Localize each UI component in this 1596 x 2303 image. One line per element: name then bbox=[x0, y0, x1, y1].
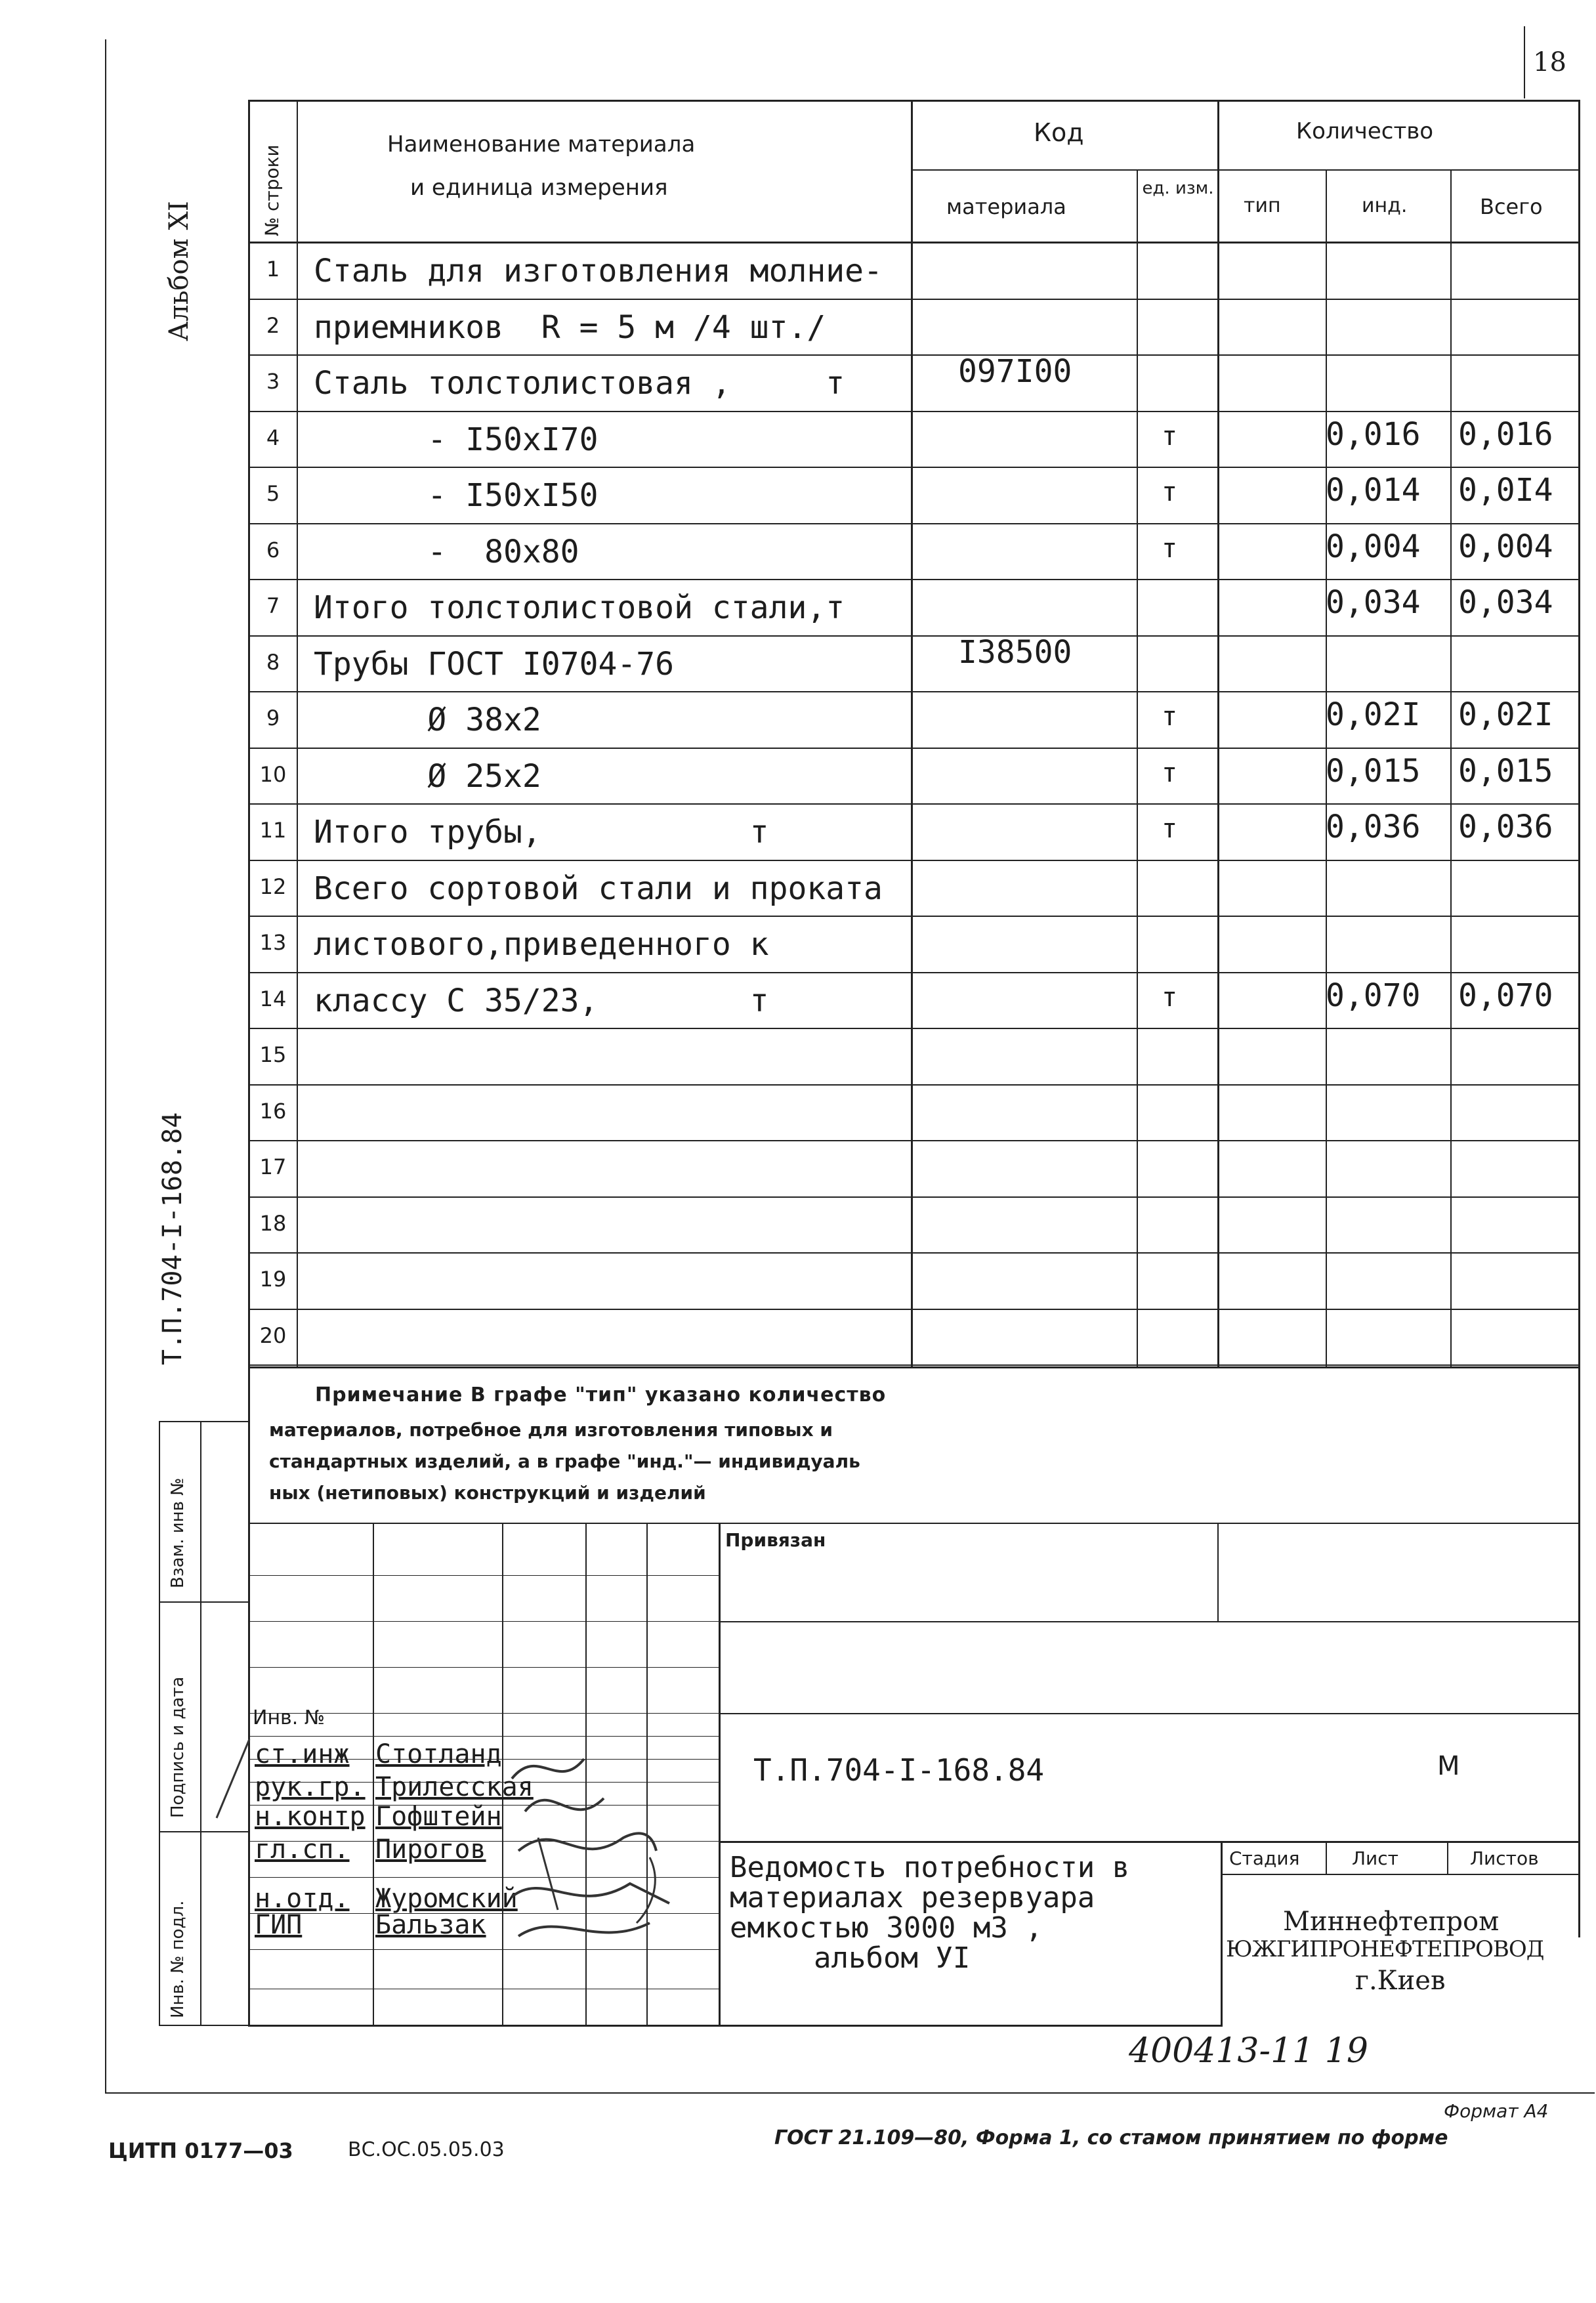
signatures-scribble bbox=[499, 1739, 696, 1962]
side-inv-original: Инв. № подл. bbox=[168, 1900, 188, 2018]
signer-name: Бальзак bbox=[375, 1910, 486, 1940]
row-ind: 0,034 bbox=[1326, 584, 1421, 621]
stamp-code-top bbox=[719, 1713, 1580, 1714]
row-total: 0,02I bbox=[1458, 696, 1553, 733]
header-sub-line bbox=[911, 169, 1580, 171]
row-number: 11 bbox=[259, 818, 287, 843]
footer-left-2: ВС.ОС.05.05.03 bbox=[348, 2138, 505, 2161]
stamp-left bbox=[248, 1366, 250, 2025]
side-stamp-left bbox=[159, 1421, 160, 2025]
row-code: I38500 bbox=[958, 634, 1072, 671]
header-code: Код bbox=[1034, 118, 1084, 147]
row-number: 8 bbox=[266, 650, 280, 675]
stamp-org-3: г.Киев bbox=[1355, 1966, 1446, 1996]
side-stamp-div1 bbox=[159, 1601, 248, 1603]
row-name: - I50xI50 bbox=[314, 477, 598, 514]
row-ind: 0,016 bbox=[1326, 416, 1421, 453]
side-stamp-div2 bbox=[159, 1831, 248, 1832]
header-row-no: № строки bbox=[261, 144, 283, 236]
row-divider bbox=[250, 635, 1578, 637]
row-divider bbox=[250, 467, 1578, 468]
stamp-right-col-top bbox=[1217, 1523, 1219, 1621]
stamp-title-4: альбом УI bbox=[814, 1941, 971, 1975]
row-number: 20 bbox=[259, 1323, 287, 1348]
signer-role: н.контр bbox=[255, 1802, 366, 1832]
signer-name: Стотланд bbox=[375, 1739, 502, 1769]
note-line-1: Примечание В графе "тип" указано количество bbox=[315, 1384, 887, 1406]
note-line-3: стандартных изделий, а в графе "инд."— индивидуаль bbox=[269, 1450, 860, 1472]
row-name: Ø 25x2 bbox=[314, 758, 541, 795]
handwritten-code: 400413-11 19 bbox=[1129, 2031, 1368, 2071]
note-line-4: ных (нетиповых) конструкций и изделий bbox=[269, 1482, 706, 1504]
header-bottom bbox=[248, 242, 1580, 243]
row-name: Ø 38x2 bbox=[314, 702, 541, 738]
row-ind: 0,036 bbox=[1326, 809, 1421, 845]
row-number: 17 bbox=[259, 1154, 287, 1179]
row-divider bbox=[250, 916, 1578, 917]
col-unit-line bbox=[1137, 169, 1138, 1366]
signer-name: Пирогов bbox=[375, 1834, 486, 1865]
signer-role: ГИП bbox=[255, 1910, 303, 1940]
row-unit: т bbox=[1162, 421, 1178, 452]
signer-role: н.отд. bbox=[255, 1884, 350, 1914]
row-total: 0,036 bbox=[1458, 809, 1553, 845]
stamp-title-3: емкостью 3000 м3 , bbox=[730, 1911, 1043, 1945]
stamp-sheet: Лист bbox=[1352, 1848, 1398, 1869]
row-divider bbox=[250, 1364, 1578, 1366]
stamp-main-col bbox=[719, 1523, 721, 2025]
row-unit: т bbox=[1162, 534, 1178, 564]
row-number: 18 bbox=[259, 1211, 287, 1236]
stamp-stage-div2 bbox=[1447, 1841, 1448, 1874]
stamp-letter: М bbox=[1437, 1751, 1460, 1781]
row-total: 0,004 bbox=[1458, 528, 1553, 565]
row-name: - I50xI70 bbox=[314, 421, 598, 458]
row-divider bbox=[250, 860, 1578, 861]
stamp-bottom bbox=[248, 2025, 1223, 2027]
row-unit: т bbox=[1162, 814, 1178, 844]
stamp-org-1: Миннефтепром bbox=[1283, 1907, 1500, 1937]
signer-name: Гофштейн bbox=[375, 1802, 502, 1832]
col-rowno-line bbox=[297, 100, 298, 1366]
row-number: 9 bbox=[266, 706, 280, 730]
header-qty-type: тип bbox=[1244, 194, 1281, 217]
row-divider bbox=[250, 523, 1578, 524]
page-number-box bbox=[1524, 26, 1525, 98]
stamp-inv-no: Инв. № bbox=[253, 1706, 326, 1729]
stamp-row-line bbox=[250, 1621, 719, 1622]
album-label: Альбом XI bbox=[164, 201, 194, 341]
row-total: 0,034 bbox=[1458, 584, 1553, 621]
row-total: 0,0I4 bbox=[1458, 472, 1553, 509]
row-name: приемников R = 5 м /4 шт./ bbox=[314, 309, 826, 346]
header-qty-total: Всего bbox=[1480, 194, 1543, 219]
row-name: Сталь толстолистовая , т bbox=[314, 365, 845, 402]
row-divider bbox=[250, 1196, 1578, 1198]
header-name-2: и единица измерения bbox=[410, 175, 668, 201]
row-divider bbox=[250, 748, 1578, 749]
row-name: Итого трубы, т bbox=[314, 814, 769, 851]
row-name: Итого толстолистовой стали,т bbox=[314, 589, 845, 626]
row-number: 10 bbox=[259, 762, 287, 787]
page-frame-left bbox=[105, 39, 106, 2094]
row-number: 12 bbox=[259, 874, 287, 899]
row-number: 1 bbox=[266, 257, 280, 282]
note-line-2: материалов, потребное для изготовления типовых и bbox=[269, 1419, 833, 1441]
row-number: 3 bbox=[266, 369, 280, 394]
row-number: 15 bbox=[259, 1042, 287, 1067]
row-name: классу С 35/23, т bbox=[314, 982, 769, 1019]
row-total: 0,015 bbox=[1458, 753, 1553, 790]
table-left bbox=[248, 100, 250, 1366]
row-name: Трубы ГОСТ I0704-76 bbox=[314, 646, 675, 683]
signer-role: рук.гр. bbox=[255, 1772, 366, 1802]
header-code-unit: ед. изм. bbox=[1142, 179, 1214, 198]
row-number: 4 bbox=[266, 425, 280, 450]
row-divider bbox=[250, 803, 1578, 805]
row-number: 14 bbox=[259, 986, 287, 1011]
stamp-stage-div1 bbox=[1326, 1841, 1327, 1874]
stamp-row-line bbox=[250, 1575, 719, 1576]
col-code-line bbox=[911, 100, 913, 1366]
row-number: 6 bbox=[266, 538, 280, 562]
row-ind: 0,004 bbox=[1326, 528, 1421, 565]
stamp-title-2: материалах резервуара bbox=[730, 1881, 1095, 1914]
row-name: Сталь для изготовления молние- bbox=[314, 253, 883, 289]
row-divider bbox=[250, 1140, 1578, 1141]
row-name: Всего сортовой стали и проката bbox=[314, 870, 883, 907]
table-top bbox=[248, 100, 1580, 102]
side-stamp-top bbox=[159, 1421, 248, 1422]
row-divider bbox=[250, 1028, 1578, 1029]
stamp-sheets: Листов bbox=[1470, 1848, 1539, 1869]
row-ind: 0,02I bbox=[1326, 696, 1421, 733]
row-ind: 0,070 bbox=[1326, 977, 1421, 1014]
stamp-row-line bbox=[250, 1667, 719, 1668]
stamp-stage: Стадия bbox=[1229, 1848, 1300, 1869]
stamp-title-1: Ведомость потребности в bbox=[730, 1851, 1130, 1884]
row-divider bbox=[250, 1309, 1578, 1310]
stamp-top bbox=[248, 1523, 1580, 1524]
row-number: 2 bbox=[266, 313, 280, 338]
page-number: 18 bbox=[1533, 47, 1566, 77]
col-total-line bbox=[1450, 169, 1452, 1366]
stamp-org-2: ЮЖГИПРОНЕФТЕПРОВОД bbox=[1226, 1936, 1544, 1962]
row-unit: т bbox=[1162, 477, 1178, 507]
row-number: 13 bbox=[259, 930, 287, 955]
row-name: листового,приведенного к bbox=[314, 926, 769, 963]
side-stamp-bottom bbox=[159, 2025, 248, 2026]
row-number: 5 bbox=[266, 481, 280, 506]
slash-mark bbox=[210, 1733, 262, 1825]
row-number: 16 bbox=[259, 1099, 287, 1124]
row-number: 19 bbox=[259, 1267, 287, 1292]
footer-right: ГОСТ 21.109—80, Форма 1, со стамом принятием по форме bbox=[774, 2126, 1448, 2149]
header-name-1: Наименование материала bbox=[387, 131, 696, 158]
row-divider bbox=[250, 1084, 1578, 1086]
footer-left-1: ЦИТП 0177—03 bbox=[108, 2138, 293, 2163]
row-number: 7 bbox=[266, 593, 280, 618]
row-ind: 0,015 bbox=[1326, 753, 1421, 790]
row-divider bbox=[250, 691, 1578, 692]
row-name: - 80x80 bbox=[314, 534, 579, 570]
stamp-row-line bbox=[250, 1736, 719, 1737]
row-divider bbox=[250, 1252, 1578, 1254]
row-unit: т bbox=[1162, 758, 1178, 788]
row-total: 0,016 bbox=[1458, 416, 1553, 453]
table-bottom bbox=[248, 1366, 1580, 1368]
header-quantity: Количество bbox=[1296, 118, 1434, 144]
signer-name: Трилесская bbox=[375, 1772, 534, 1802]
table-right bbox=[1578, 100, 1580, 1937]
stamp-code-bottom bbox=[719, 1841, 1580, 1843]
side-inv-replaced: Взам. инв № bbox=[168, 1477, 188, 1588]
stamp-attached-bottom bbox=[719, 1621, 1580, 1622]
side-doc-code: Т.П.704-I-168.84 bbox=[158, 1112, 188, 1365]
row-unit: т bbox=[1162, 982, 1178, 1013]
header-qty-ind: инд. bbox=[1362, 194, 1408, 217]
stamp-org-col bbox=[1221, 1841, 1223, 2025]
row-divider bbox=[250, 411, 1578, 412]
side-signature-date: Подпись и дата bbox=[168, 1676, 188, 1818]
header-code-material: материала bbox=[946, 194, 1066, 219]
signer-name: Журомский bbox=[375, 1884, 518, 1914]
stamp-doc-code: Т.П.704-I-168.84 bbox=[753, 1752, 1045, 1788]
row-divider bbox=[250, 299, 1578, 300]
col-qty-line bbox=[1217, 100, 1219, 1366]
row-divider bbox=[250, 354, 1578, 356]
row-total: 0,070 bbox=[1458, 977, 1553, 1014]
row-divider bbox=[250, 972, 1578, 973]
row-unit: т bbox=[1162, 702, 1178, 732]
row-ind: 0,014 bbox=[1326, 472, 1421, 509]
format-label: Формат А4 bbox=[1444, 2100, 1549, 2122]
stamp-attached: Привязан bbox=[725, 1529, 826, 1551]
signer-role: гл.сп. bbox=[255, 1834, 350, 1865]
page-frame-bottom bbox=[105, 2092, 1595, 2094]
row-divider bbox=[250, 579, 1578, 580]
row-code: 097I00 bbox=[958, 353, 1072, 390]
signer-role: ст.инж bbox=[255, 1739, 350, 1769]
stamp-stage-line bbox=[1221, 1874, 1580, 1875]
side-stamp-mid bbox=[200, 1421, 201, 2025]
